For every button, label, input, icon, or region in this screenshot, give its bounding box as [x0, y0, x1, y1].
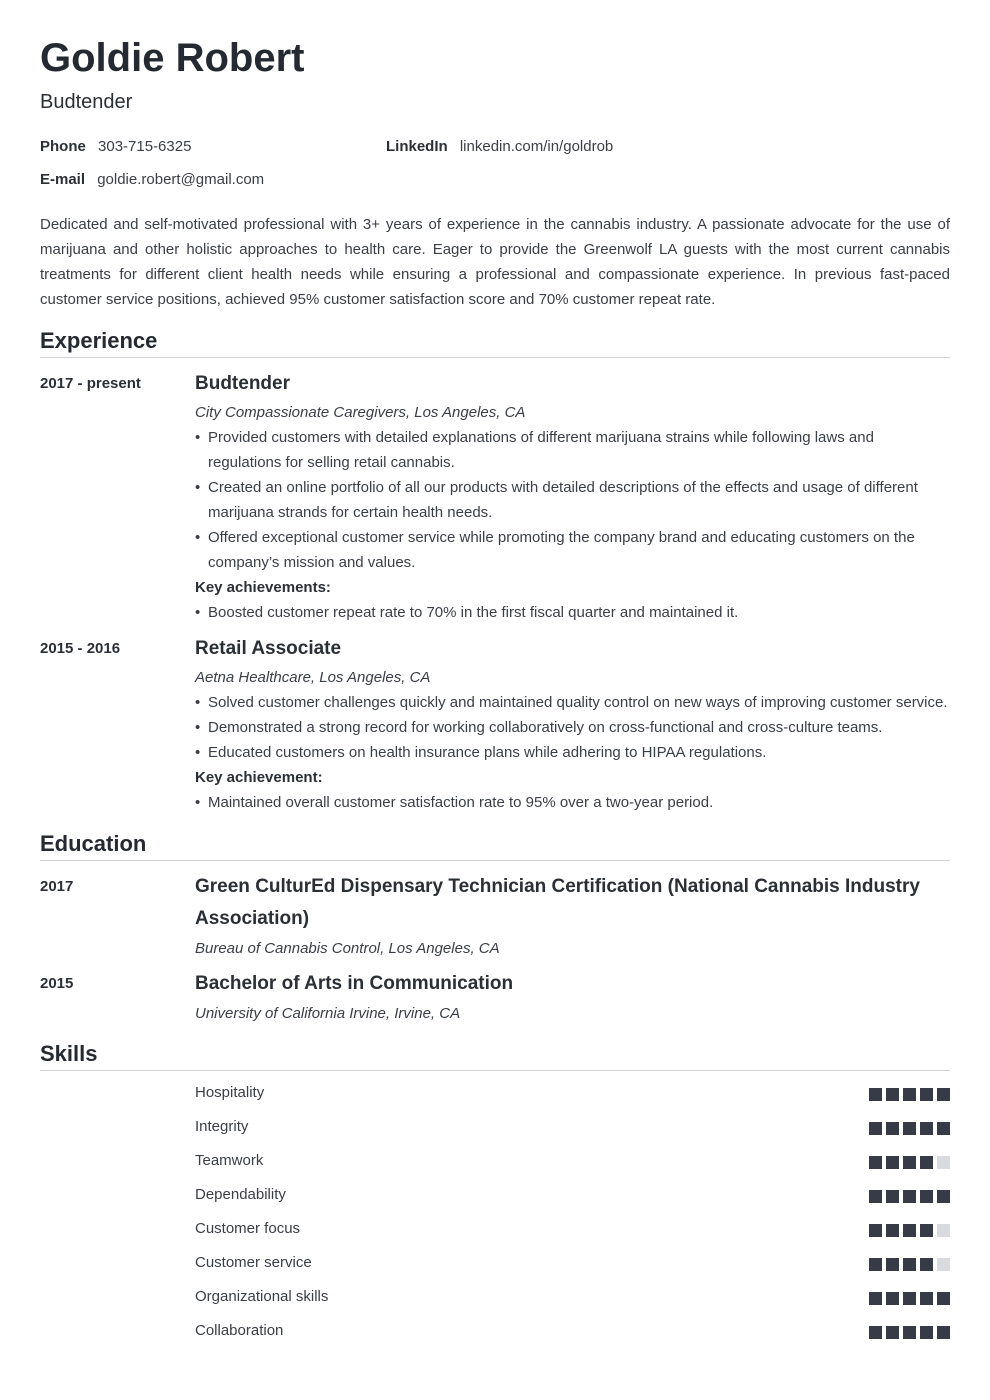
- skill-row: [195, 1284, 950, 1318]
- skill-level-filled: [920, 1156, 933, 1169]
- skill-level-filled: [869, 1122, 882, 1135]
- skill-level-filled: [903, 1122, 916, 1135]
- list-item: • Created an online portfolio of all our products with detailed descriptions of the effects and usage of different marijuana strands for certain health needs.: [195, 475, 950, 525]
- contact-phone: [40, 138, 191, 155]
- skill-level-filled: [886, 1326, 899, 1339]
- key-achievements-label: Key achievement:: [195, 769, 323, 786]
- skill-level-filled: [937, 1088, 950, 1101]
- skill-name: Integrity: [195, 1118, 249, 1135]
- phone-value: 303-715-6325: [98, 138, 192, 155]
- job-organization: City Compassionate Caregivers, Los Angeles, CA: [195, 404, 526, 421]
- skill-level-filled: [886, 1258, 899, 1271]
- skill-level-filled: [903, 1224, 916, 1237]
- linkedin-value[interactable]: linkedin.com/in/goldrob: [459, 138, 614, 155]
- experience-heading: Experience: [40, 328, 950, 358]
- key-achievements: [195, 600, 950, 625]
- skill-name: Collaboration: [195, 1322, 284, 1339]
- skill-level-filled: [869, 1156, 882, 1169]
- job-role: Budtender: [195, 373, 290, 394]
- list-item: • Educated customers on health insurance plans while adhering to HIPAA regulations.: [195, 740, 950, 765]
- skill-level-filled: [920, 1258, 933, 1271]
- skill-level-empty: [937, 1156, 950, 1169]
- education-body: [195, 968, 950, 1026]
- skill-level-filled: [886, 1088, 899, 1101]
- skill-level-filled: [920, 1088, 933, 1101]
- education-heading: Education: [40, 831, 950, 861]
- skill-level-meter: [865, 1122, 950, 1135]
- skill-level-filled: [903, 1088, 916, 1101]
- skill-name: Hospitality: [195, 1084, 265, 1101]
- key-achievements: [195, 790, 950, 815]
- skill-level-filled: [869, 1326, 882, 1339]
- job-duties: [195, 690, 950, 765]
- education-date: 2015: [40, 975, 74, 992]
- skill-row: [195, 1318, 950, 1352]
- skill-level-filled: [886, 1122, 899, 1135]
- skill-level-meter: [865, 1156, 950, 1169]
- skill-level-filled: [903, 1258, 916, 1271]
- education-date: 2017: [40, 878, 74, 895]
- skill-level-filled: [886, 1156, 899, 1169]
- education-school: University of California Irvine, Irvine, CA: [195, 1005, 461, 1022]
- skill-level-meter: [865, 1224, 950, 1237]
- skill-level-filled: [903, 1156, 916, 1169]
- key-achievements-label: Key achievements:: [195, 579, 331, 596]
- skill-name: Customer service: [195, 1254, 312, 1271]
- list-item: • Offered exceptional customer service while promoting the company brand and educating customers on the company’s mission and values.: [195, 525, 950, 575]
- skill-level-filled: [869, 1224, 882, 1237]
- skill-name: Dependability: [195, 1186, 286, 1203]
- education-degree: Bachelor of Arts in Communication: [195, 973, 514, 994]
- skill-level-filled: [903, 1190, 916, 1203]
- skill-level-meter: [865, 1326, 950, 1339]
- skill-level-filled: [920, 1224, 933, 1237]
- linkedin-label: LinkedIn: [386, 138, 448, 155]
- skill-level-filled: [886, 1190, 899, 1203]
- skill-row: [195, 1148, 950, 1182]
- skill-level-filled: [869, 1258, 882, 1271]
- skill-level-filled: [869, 1088, 882, 1101]
- list-item: • Provided customers with detailed explanations of different marijuana strains while following laws and regulations for selling retail cannabis.: [195, 425, 950, 475]
- skill-name: Customer focus: [195, 1220, 301, 1237]
- skill-level-filled: [886, 1292, 899, 1305]
- skill-level-filled: [937, 1122, 950, 1135]
- skill-level-filled: [937, 1326, 950, 1339]
- skill-row: [195, 1114, 950, 1148]
- skill-level-filled: [903, 1326, 916, 1339]
- skill-level-filled: [920, 1292, 933, 1305]
- skill-level-filled: [869, 1190, 882, 1203]
- contact-email: [40, 171, 264, 188]
- profile-summary: Dedicated and self-motivated professional with 3+ years of experience in the cannabis industry. A passionate advocate for the use of marijuana and other holistic approaches to health care. Eager to provide the Greenwolf LA guests with the most current cannabis treatments for different client health needs while ensuring a professional and compassionate experience. In previous fast-paced customer service positions, achieved 95% customer satisfaction score and 70% customer repeat rate.: [40, 216, 950, 308]
- list-item: • Solved customer challenges quickly and maintained quality control on new ways of improving customer service.: [195, 690, 950, 715]
- candidate-name: Goldie Robert: [40, 36, 305, 80]
- skill-name: Teamwork: [195, 1152, 264, 1169]
- job-role: Retail Associate: [195, 638, 342, 659]
- skill-level-filled: [937, 1190, 950, 1203]
- skill-level-meter: [865, 1190, 950, 1203]
- job-date: 2017 - present: [40, 375, 141, 392]
- job-date: 2015 - 2016: [40, 640, 121, 657]
- email-label: E-mail: [40, 171, 86, 188]
- job-body: [195, 372, 950, 625]
- education-school: Bureau of Cannabis Control, Los Angeles, CA: [195, 940, 500, 957]
- email-value[interactable]: goldie.robert@gmail.com: [97, 171, 265, 188]
- skill-level-filled: [886, 1224, 899, 1237]
- job-title: Budtender: [40, 91, 133, 113]
- job-organization: Aetna Healthcare, Los Angeles, CA: [195, 669, 431, 686]
- skill-level-filled: [920, 1326, 933, 1339]
- skill-row: [195, 1216, 950, 1250]
- skill-level-meter: [865, 1088, 950, 1101]
- list-item: • Maintained overall customer satisfaction rate to 95% over a two-year period.: [195, 790, 950, 815]
- skill-level-meter: [865, 1292, 950, 1305]
- list-item: • Demonstrated a strong record for working collaboratively on cross-functional and cross-culture teams.: [195, 715, 950, 740]
- list-item: • Boosted customer repeat rate to 70% in the first fiscal quarter and maintained it.: [195, 600, 950, 625]
- skill-level-filled: [869, 1292, 882, 1305]
- skill-level-meter: [865, 1258, 950, 1271]
- skill-row: [195, 1182, 950, 1216]
- skill-name: Organizational skills: [195, 1288, 329, 1305]
- contact-linkedin: [386, 138, 613, 155]
- skill-level-empty: [937, 1258, 950, 1271]
- skills-list: [195, 1080, 950, 1352]
- skills-heading: Skills: [40, 1041, 950, 1071]
- skill-level-filled: [920, 1190, 933, 1203]
- skill-level-filled: [903, 1292, 916, 1305]
- education-degree: Green CulturEd Dispensary Technician Certification (National Cannabis Industry Association): [195, 876, 920, 929]
- phone-label: Phone: [40, 138, 86, 155]
- job-body: [195, 637, 950, 815]
- skill-row: [195, 1080, 950, 1114]
- job-duties: [195, 425, 950, 575]
- education-body: [195, 871, 950, 961]
- skill-row: [195, 1250, 950, 1284]
- skill-level-filled: [920, 1122, 933, 1135]
- skill-level-empty: [937, 1224, 950, 1237]
- skill-level-filled: [937, 1292, 950, 1305]
